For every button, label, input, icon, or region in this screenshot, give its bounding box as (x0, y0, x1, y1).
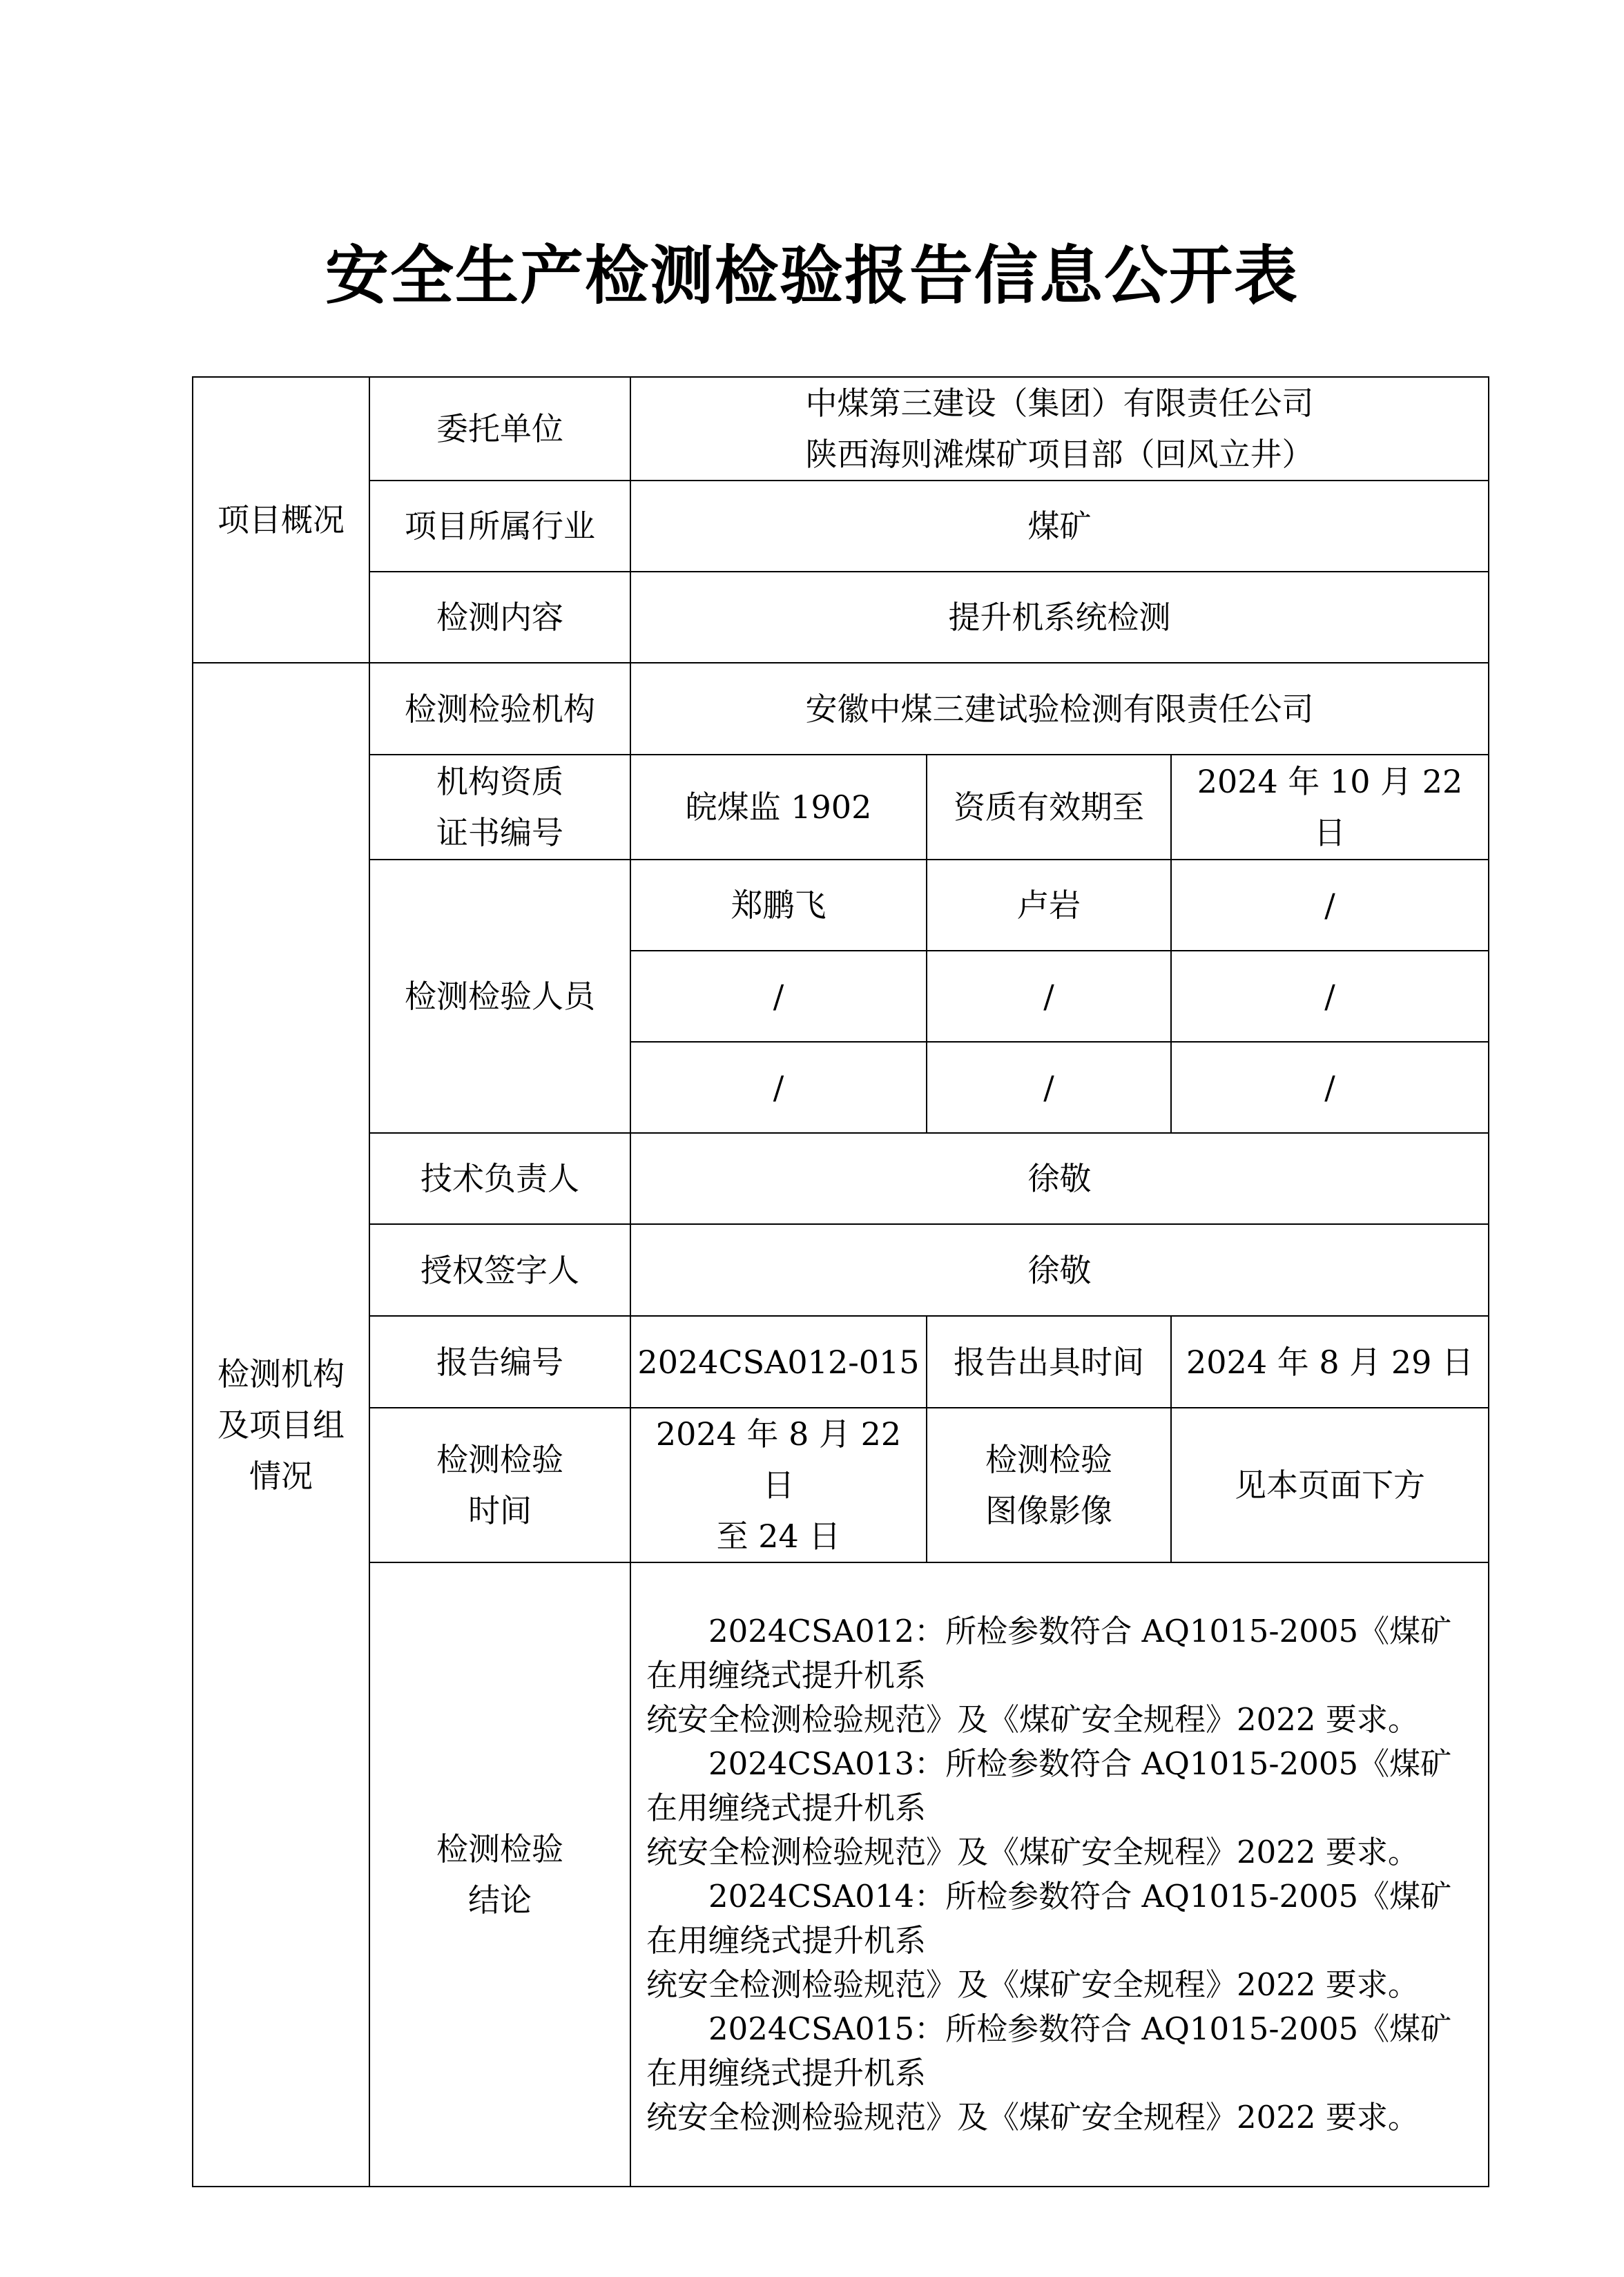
conclusion-line: 统安全检测检验规范》及《煤矿安全规程》2022 要求。 (646, 2099, 1419, 2135)
table-row (193, 481, 1489, 572)
conclusion-line: 统安全检测检验规范》及《煤矿安全规程》2022 要求。 (646, 1834, 1419, 1870)
client-value (630, 377, 1489, 481)
staff-cell: / (1171, 860, 1489, 951)
conclusion-line: 统安全检测检验规范》及《煤矿安全规程》2022 要求。 (646, 1701, 1419, 1738)
staff-cell: 卢岩 (927, 860, 1171, 951)
table-row (193, 1224, 1489, 1316)
staff-cell: / (630, 951, 927, 1042)
content-label: 检测内容 (369, 572, 630, 663)
image-value: 见本页面下方 (1171, 1408, 1489, 1562)
section-institution-label: 及项目组 (218, 1406, 345, 1444)
table-row (193, 663, 1489, 755)
cert-label (369, 755, 630, 860)
time-value-line: 2024 年 8 月 22 日 (655, 1415, 902, 1504)
conclusion-paragraph (646, 2007, 1476, 2140)
report-no-label: 报告编号 (369, 1316, 630, 1408)
staff-label: 检测检验人员 (369, 860, 630, 1133)
image-label-line: 图像影像 (985, 1492, 1112, 1529)
conclusion-line: 2024CSA014：所检参数符合 AQ1015-2005《煤矿在用缠绕式提升机系 (646, 1878, 1452, 1959)
conclusion-paragraph (646, 1742, 1476, 1874)
conclusion-line: 统安全检测检验规范》及《煤矿安全规程》2022 要求。 (646, 1966, 1419, 2003)
section-conclusion-label: 检测检验 (436, 1830, 563, 1868)
org-label: 检测检验机构 (369, 663, 630, 755)
table-row (193, 572, 1489, 663)
table-row (193, 1133, 1489, 1224)
page-title: 安全生产检测检验报告信息公开表 (325, 239, 1299, 313)
time-label-line: 检测检验 (436, 1441, 563, 1478)
time-label (369, 1408, 630, 1562)
cert-label-line: 机构资质 (436, 763, 563, 800)
client-label: 委托单位 (369, 377, 630, 481)
report-table (192, 376, 1489, 2187)
section-overview-label: 项目概况 (218, 501, 345, 539)
table-row (193, 1562, 1489, 2187)
conclusion-line: 2024CSA015：所检参数符合 AQ1015-2005《煤矿在用缠绕式提升机系 (646, 2010, 1452, 2091)
issue-label: 报告出具时间 (927, 1316, 1171, 1408)
conclusion-line: 2024CSA013：所检参数符合 AQ1015-2005《煤矿在用缠绕式提升机系 (646, 1745, 1452, 1826)
tech-value: 徐敬 (630, 1133, 1489, 1224)
staff-cell: 郑鹏飞 (630, 860, 927, 951)
signer-label: 授权签字人 (369, 1224, 630, 1316)
content-value: 提升机系统检测 (630, 572, 1489, 663)
conclusion-paragraph (646, 1609, 1476, 1742)
industry-label: 项目所属行业 (369, 481, 630, 572)
validity-label: 资质有效期至 (927, 755, 1171, 860)
section-conclusion-label: 结论 (468, 1881, 532, 1919)
table-row (193, 860, 1489, 951)
time-value-line: 至 24 日 (716, 1518, 841, 1555)
image-label-line: 检测检验 (985, 1441, 1112, 1478)
section-conclusion (369, 1562, 630, 2187)
report-no-value: 2024CSA012-015 (630, 1316, 927, 1408)
section-institution-label: 检测机构 (218, 1355, 345, 1393)
issue-value: 2024 年 8 月 29 日 (1171, 1316, 1489, 1408)
industry-value: 煤矿 (630, 481, 1489, 572)
time-label-line: 时间 (468, 1492, 532, 1529)
conclusion-line: 2024CSA012：所检参数符合 AQ1015-2005《煤矿在用缠绕式提升机系 (646, 1613, 1452, 1694)
conclusion-text (630, 1562, 1489, 2187)
cert-label-line: 证书编号 (436, 814, 563, 851)
staff-cell: / (1171, 951, 1489, 1042)
table-row (193, 755, 1489, 860)
table-row (193, 1316, 1489, 1408)
staff-cell: / (927, 951, 1171, 1042)
client-value-line: 中煤第三建设（集团）有限责任公司 (805, 385, 1314, 422)
image-label (927, 1408, 1171, 1562)
tech-label: 技术负责人 (369, 1133, 630, 1224)
staff-cell: / (1171, 1042, 1489, 1133)
client-value-line: 陕西海则滩煤矿项目部（回风立井） (805, 436, 1314, 473)
time-value (630, 1408, 927, 1562)
validity-value: 2024 年 10 月 22 日 (1171, 755, 1489, 860)
section-overview (193, 377, 369, 663)
conclusion-paragraph (646, 1874, 1476, 2007)
cert-value: 皖煤监 1902 (630, 755, 927, 860)
section-institution-label: 情况 (249, 1457, 313, 1495)
org-value: 安徽中煤三建试验检测有限责任公司 (630, 663, 1489, 755)
signer-value: 徐敬 (630, 1224, 1489, 1316)
section-institution (193, 663, 369, 2187)
staff-cell: / (927, 1042, 1171, 1133)
table-row (193, 377, 1489, 481)
table-row (193, 1408, 1489, 1562)
staff-cell: / (630, 1042, 927, 1133)
